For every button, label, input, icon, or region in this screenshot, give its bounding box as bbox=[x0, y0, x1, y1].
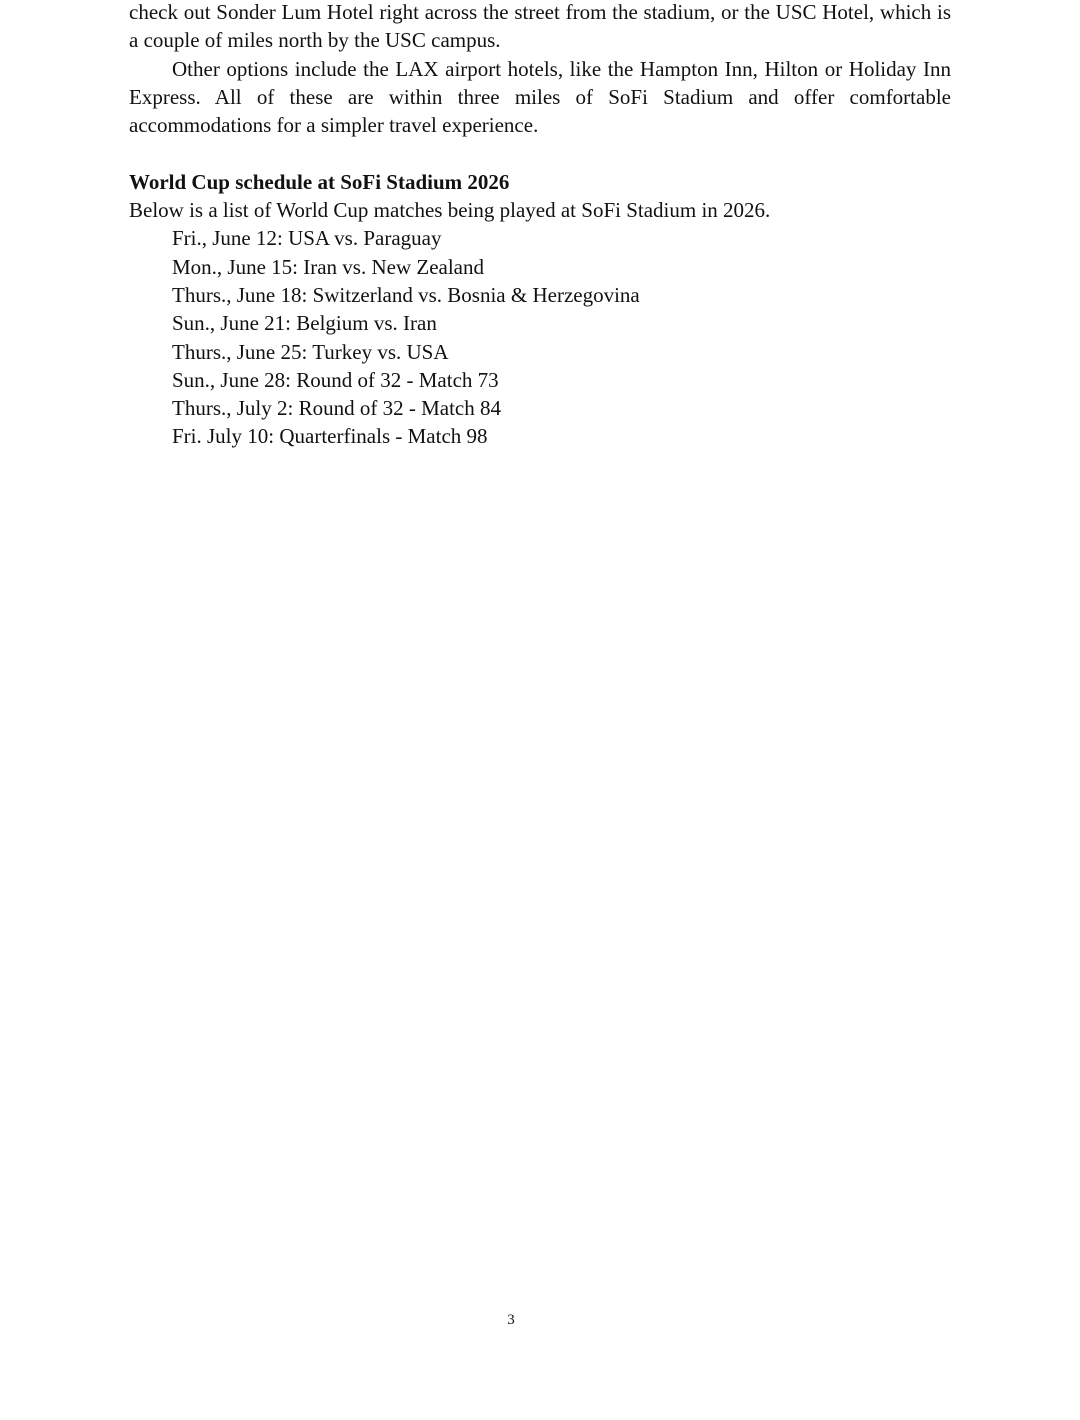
list-item: Sun., June 28: Round of 32 - Match 73 bbox=[172, 367, 499, 392]
paragraph-airport-hotels: Other options include the LAX airport hotels, like the Hampton Inn, Hilton or Holiday Inn Express. All of these are within three miles of SoFi Stadium and offer comfortable accommodations for a simpler travel experience. bbox=[129, 56, 951, 138]
list-item: Thurs., June 25: Turkey vs. USA bbox=[172, 339, 449, 364]
list-item: Sun., June 21: Belgium vs. Iran bbox=[172, 311, 437, 336]
section-intro: Below is a list of World Cup matches being played at SoFi Stadium in 2026. bbox=[129, 198, 771, 223]
list-item: Mon., June 15: Iran vs. New Zealand bbox=[172, 254, 485, 279]
paragraph-hotels-continued: check out Sonder Lum Hotel right across the street from the stadium, or the USC Hotel, which is a couple of miles north by the USC campus. bbox=[129, 0, 951, 53]
match-schedule-list bbox=[129, 224, 951, 450]
section-spacer bbox=[129, 139, 951, 167]
list-item: Fri. July 10: Quarterfinals - Match 98 bbox=[172, 424, 488, 449]
list-item: Fri., June 12: USA vs. Paraguay bbox=[172, 226, 442, 251]
list-item: Thurs., June 18: Switzerland vs. Bosnia & Herzegovina bbox=[172, 282, 640, 307]
page-content bbox=[129, 0, 951, 451]
section-heading: World Cup schedule at SoFi Stadium 2026 bbox=[129, 169, 510, 194]
list-item: Thurs., July 2: Round of 32 - Match 84 bbox=[172, 396, 501, 421]
page-number: 3 bbox=[507, 1312, 515, 1328]
